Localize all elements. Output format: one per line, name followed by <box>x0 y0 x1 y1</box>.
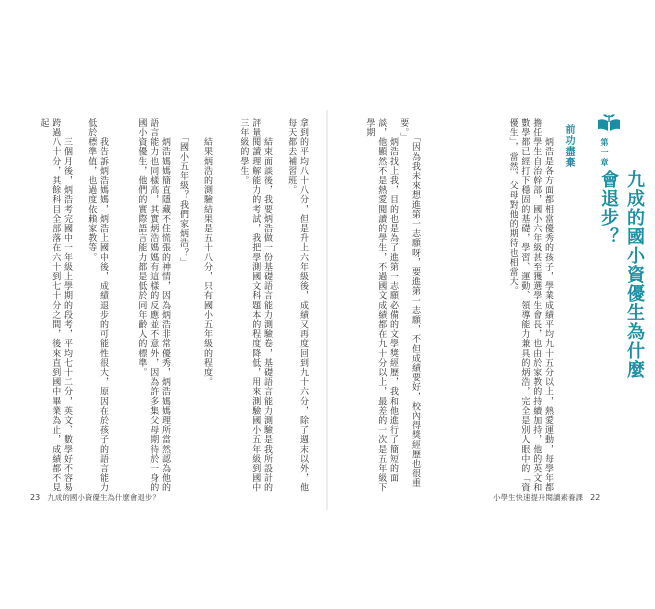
paragraph: 炳浩媽媽簡直隱藏不住慌張的神情，因為炳浩非常優秀，炳浩媽媽理所當然認為他的語言能力也同樣高，其實炳浩媽媽有這樣的反應並不意外，因為許多集父母期待於一身的國小資優生，他們的實際語言能力都是低於同年齡人的標準。 <box>136 118 170 493</box>
chapter-header <box>587 112 645 392</box>
paragraph: 結果炳浩的測驗結果是五十八分，只有國小五年級的程度。 <box>202 118 212 387</box>
paragraph: 「因為我未來想進第一志願呀，要進第一志願，不但成績要好，校內得獎經歷也很重要。」 <box>398 118 420 488</box>
book-gutter <box>326 110 328 510</box>
chapter-label: 第一章 <box>600 138 609 168</box>
paragraph: 三個月後，炳浩考完國中一年級上學期的段考，平均七十二分，英文、數學好不容易跨過八十分，其餘科目全部落在六十到七十分之間，後來直到國中畢業為止，成績都不見起 <box>38 118 72 493</box>
open-book-sprout-icon <box>596 112 622 132</box>
right-footer <box>493 492 600 503</box>
chapter-title: 九成的國小資優生為什麼會退步？ <box>598 170 645 379</box>
left-running-footer: 九成的國小資優生為什麼會退步？ <box>47 493 160 502</box>
right-page-number: 22 <box>590 493 601 502</box>
paragraph: 炳浩是各方面都相當優秀的孩子，學業成績平均九十五分以上，熱愛運動，每學年都擔任學生自治幹部，國小六年級甚至獲選學生會長，也由於家教的持續加持，他的英文和數學都已經打下穩固的基礎，學習、運動、領導能力兼具的炳浩，完全是別人眼中的「資優生」，當然，父母對他的期待也相當大。 <box>507 118 553 493</box>
left-footer <box>30 492 160 503</box>
left-page-number: 23 <box>30 493 41 502</box>
paragraph: 結束面談後，我要炳浩做一份基礎語言能力測驗卷，基礎語言能力測驗是我所設計的評量閱讀理解能力的考試，我把學測國文科題本的程度降低，用來測驗國小五年級到國中三年級的學生。 <box>238 118 272 493</box>
paragraph: 拿到的平均八十八分，但是升上六年級後，成績又再度回到九十六分，除了週末以外，他每天都去補習班。 <box>286 118 308 493</box>
section-heading: 前功盡棄 <box>563 124 574 168</box>
paragraph: 我告訴炳浩媽媽，炳浩上國中後，成績退步的可能性很大，原因在於孩子的語言能力低於標準值，也過度依賴家教等。 <box>86 118 108 493</box>
paragraph: 炳浩找上我，目的也是為了進第一志願必備的文學獎經歷，我和他進行了簡短的面談，他顯然不是熱愛閱讀的學生，不過國文成績都在九十分以上，最差的一次是五年級下學期 <box>364 118 398 493</box>
quote: 「國小五年級？我們家炳浩？」 <box>178 118 188 268</box>
right-running-footer: 小學生快速提升閱讀素養課 <box>493 493 583 502</box>
